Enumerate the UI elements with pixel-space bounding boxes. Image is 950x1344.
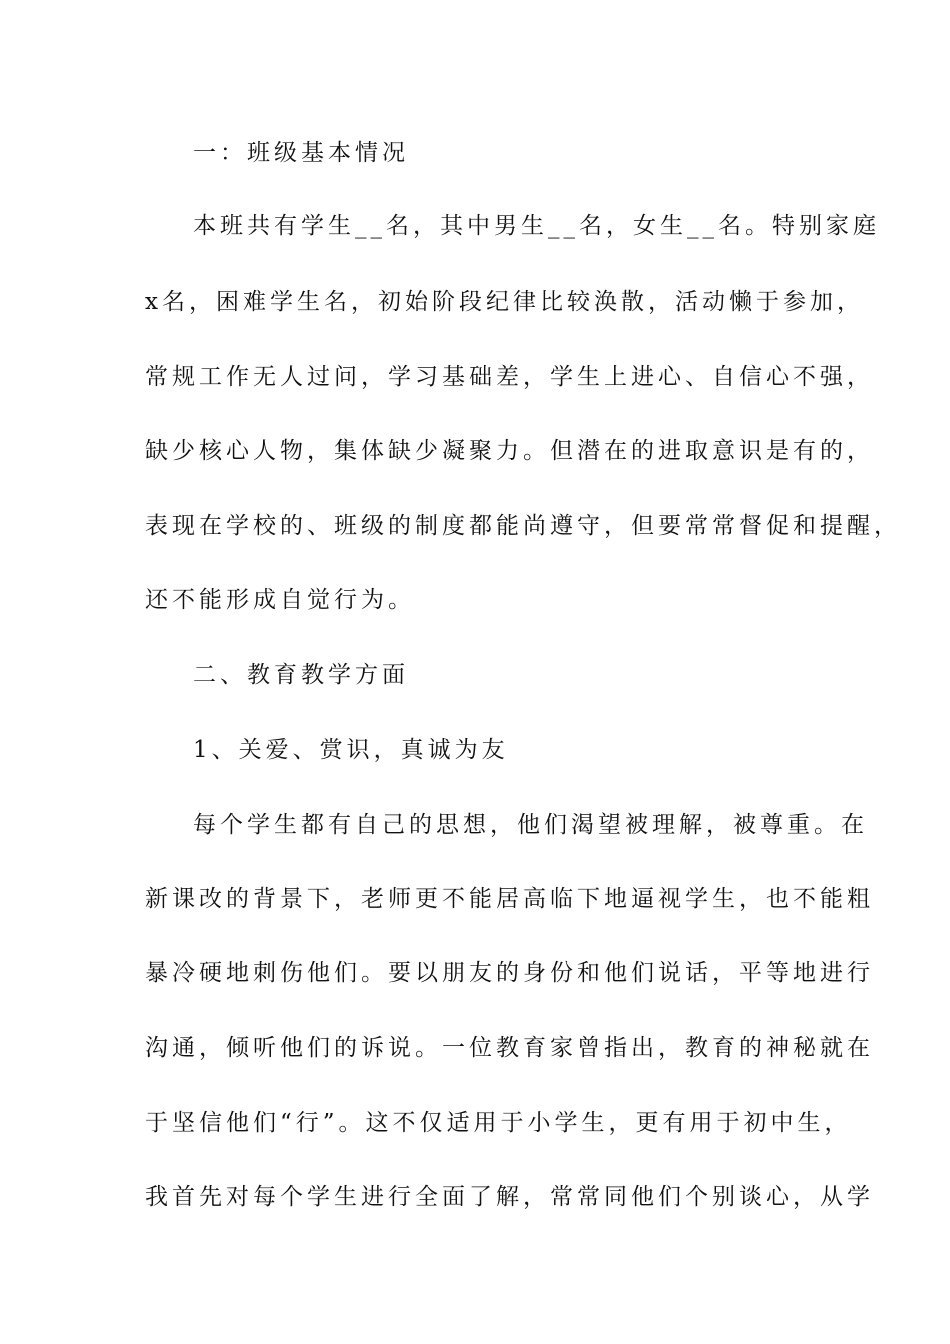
section-heading-2: 二、教育教学方面 <box>193 662 409 688</box>
paragraph-line: 新课改的背景下，老师更不能居高临下地逼视学生，也不能粗 <box>145 886 874 912</box>
paragraph-line: 缺少核心人物，集体缺少凝聚力。但潜在的进取意识是有的， <box>145 438 874 464</box>
subsection-heading: 1、关爱、赏识，真诚为友 <box>193 737 509 763</box>
paragraph-line: 常规工作无人过问，学习基础差，学生上进心、自信心不强， <box>145 364 874 390</box>
paragraph-line: 表现在学校的、班级的制度都能尚遵守，但要常常督促和提醒， <box>145 513 901 539</box>
paragraph-line: x名，困难学生名，初始阶段纪律比较涣散，活动懒于参加， <box>145 289 864 315</box>
paragraph-line: 暴冷硬地刺伤他们。要以朋友的身份和他们说话，平等地进行 <box>145 960 874 986</box>
paragraph-line: 沟通，倾听他们的诉说。一位教育家曾指出，教育的神秘就在 <box>145 1035 874 1061</box>
section-heading-1: 一：班级基本情况 <box>193 140 409 166</box>
paragraph-line: 我首先对每个学生进行全面了解，常常同他们个别谈心，从学 <box>145 1184 874 1210</box>
paragraph-line: 还不能形成自觉行为。 <box>145 587 415 613</box>
paragraph-line: 每个学生都有自己的思想，他们渴望被理解，被尊重。在 <box>193 812 868 838</box>
paragraph-line: 于坚信他们“行”。这不仅适用于小学生，更有用于初中生， <box>145 1110 852 1136</box>
paragraph-line: 本班共有学生__名，其中男生__名，女生__名。特别家庭 <box>193 213 880 239</box>
